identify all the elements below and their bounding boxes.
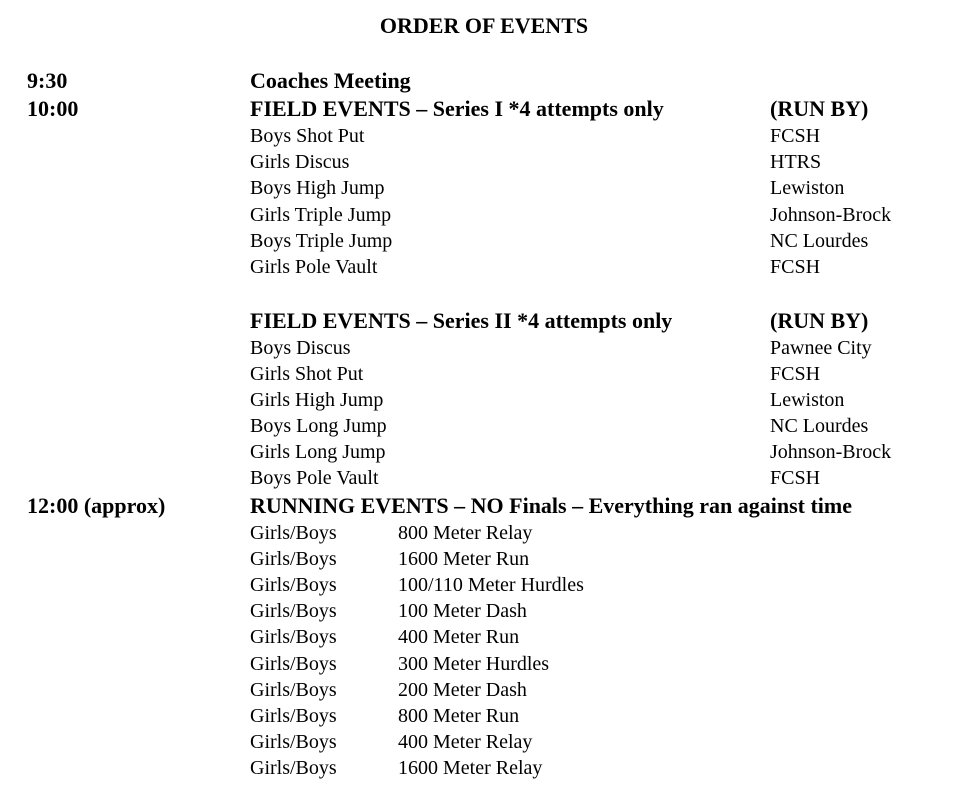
- series-1-event: Boys Triple Jump: [250, 230, 393, 252]
- running-event: 100/110 Meter Hurdles: [398, 574, 584, 596]
- running-event: 1600 Meter Run: [398, 548, 530, 570]
- series-1-runby: FCSH: [770, 125, 821, 147]
- running-group: Girls/Boys: [250, 757, 337, 779]
- running-event: 400 Meter Run: [398, 626, 520, 648]
- series-1-runby-heading: (RUN BY): [770, 96, 869, 121]
- series-2-event: Girls Long Jump: [250, 441, 386, 463]
- running-group: Girls/Boys: [250, 600, 337, 622]
- series-2-heading: FIELD EVENTS – Series II *4 attempts only: [250, 308, 673, 333]
- series-2-event: Boys Discus: [250, 337, 351, 359]
- series-2-runby: FCSH: [770, 467, 821, 489]
- series-2-event: Boys Long Jump: [250, 415, 387, 437]
- series-1-event: Girls Triple Jump: [250, 204, 392, 226]
- running-group: Girls/Boys: [250, 653, 337, 675]
- time-coaches-meeting: 9:30: [27, 68, 68, 93]
- series-1-runby: HTRS: [770, 151, 822, 173]
- running-event: 400 Meter Relay: [398, 731, 533, 753]
- running-event: 800 Meter Run: [398, 705, 520, 727]
- time-running: 12:00 (approx): [27, 493, 166, 518]
- time-series-1: 10:00: [27, 96, 79, 121]
- running-event: 300 Meter Hurdles: [398, 653, 550, 675]
- page-title: ORDER OF EVENTS: [379, 13, 589, 38]
- running-group: Girls/Boys: [250, 522, 337, 544]
- running-event: 100 Meter Dash: [398, 600, 527, 622]
- series-1-event: Boys Shot Put: [250, 125, 365, 147]
- running-group: Girls/Boys: [250, 574, 337, 596]
- running-group: Girls/Boys: [250, 626, 337, 648]
- running-event: 1600 Meter Relay: [398, 757, 543, 779]
- series-1-runby: NC Lourdes: [770, 230, 869, 252]
- series-2-runby: Lewiston: [770, 389, 845, 411]
- running-group: Girls/Boys: [250, 679, 337, 701]
- series-1-heading: FIELD EVENTS – Series I *4 attempts only: [250, 96, 664, 121]
- coaches-meeting-label: Coaches Meeting: [250, 68, 411, 93]
- series-1-event: Boys High Jump: [250, 177, 385, 199]
- series-2-runby: Johnson-Brock: [770, 441, 892, 463]
- running-group: Girls/Boys: [250, 705, 337, 727]
- running-heading: RUNNING EVENTS – NO Finals – Everything ran against time: [250, 493, 852, 518]
- series-1-runby: FCSH: [770, 256, 821, 278]
- series-1-event: Girls Discus: [250, 151, 350, 173]
- series-1-runby: Johnson-Brock: [770, 204, 892, 226]
- series-2-event: Boys Pole Vault: [250, 467, 379, 489]
- running-event: 800 Meter Relay: [398, 522, 533, 544]
- running-event: 200 Meter Dash: [398, 679, 527, 701]
- running-group: Girls/Boys: [250, 731, 337, 753]
- series-1-runby: Lewiston: [770, 177, 845, 199]
- series-2-event: Girls High Jump: [250, 389, 384, 411]
- series-2-runby-heading: (RUN BY): [770, 308, 869, 333]
- series-1-event: Girls Pole Vault: [250, 256, 378, 278]
- series-2-runby: FCSH: [770, 363, 821, 385]
- series-2-event: Girls Shot Put: [250, 363, 364, 385]
- series-2-runby: NC Lourdes: [770, 415, 869, 437]
- series-2-runby: Pawnee City: [770, 337, 872, 359]
- running-group: Girls/Boys: [250, 548, 337, 570]
